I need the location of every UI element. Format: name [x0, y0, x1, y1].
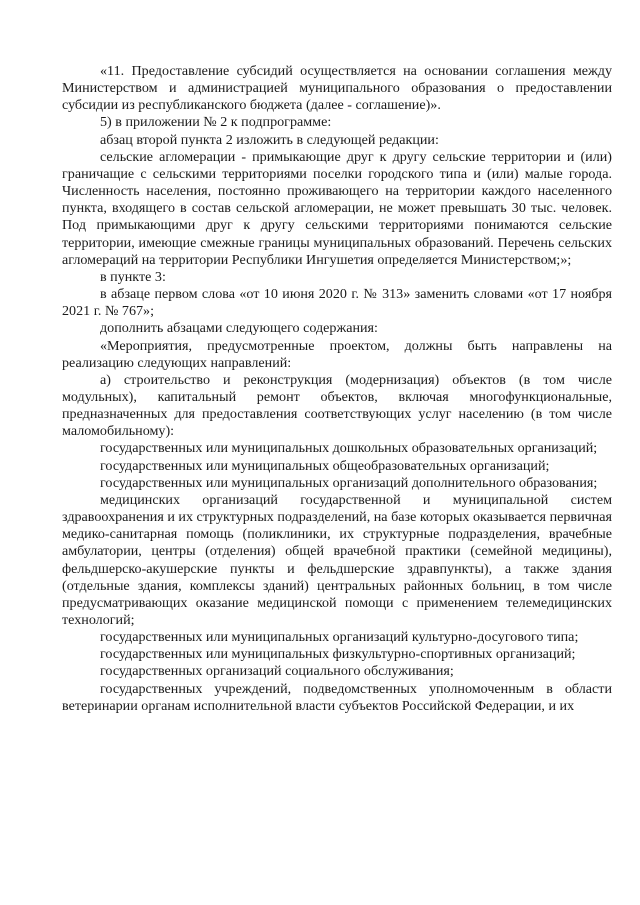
document-body — [62, 63, 612, 715]
paragraph: государственных или муниципальных физкультурно-спортивных организаций; — [100, 646, 576, 663]
paragraph: государственных организаций социального обслуживания; — [100, 663, 454, 680]
paragraph: государственных или муниципальных дошкольных образовательных организаций; — [100, 440, 598, 457]
paragraph: а) строительство и реконструкция (модернизация) объектов (в том числе модульных), капитальный ремонт объектов, включая многофункциональные, предназначенных для предоставления соответствующих услуг населению (в том числе маломобильному): — [62, 371, 612, 440]
paragraph: государственных учреждений, подведомственных уполномоченным в области ветеринарии органам исполнительной власти субъектов Российской Федерации, и их — [62, 680, 612, 714]
paragraph: государственных или муниципальных организаций культурно-досугового типа; — [100, 629, 579, 646]
paragraph: дополнить абзацами следующего содержания: — [100, 320, 378, 337]
paragraph: государственных или муниципальных общеобразовательных организаций; — [100, 457, 550, 474]
paragraph: «Мероприятия, предусмотренные проектом, должны быть направлены на реализацию следующих направлений: — [62, 337, 612, 371]
paragraph: государственных или муниципальных организаций дополнительного образования; — [100, 474, 598, 491]
paragraph: абзац второй пункта 2 изложить в следующей редакции: — [100, 131, 439, 148]
paragraph: в абзаце первом слова «от 10 июня 2020 г. № 313» заменить словами «от 17 ноября 2021 г. № 767»; — [62, 286, 612, 320]
paragraph: «11. Предоставление субсидий осуществляется на основании соглашения между Министерством и администрацией муниципального образования о предоставлении субсидии из республиканского бюджета (далее - соглашение)». — [62, 63, 612, 114]
paragraph: медицинских организаций государственной и муниципальной систем здравоохранения и их структурных подразделений, на базе которых оказывается первичная медико-санитарная помощь (поликлиники, их структурные подразделения, врачебные амбулатории, центры (отделения) общей врачебной практики (семейной медицины), фельдшерско-акушерские пункты и фельдшерские здравпункты), а также здания (отдельные здания, комплексы зданий) центральных районных больниц, в том числе предусматривающих оказание медицинской помощи с применением телемедицинских технологий; — [62, 491, 612, 628]
paragraph: в пункте 3: — [100, 268, 166, 285]
paragraph: сельские агломерации - примыкающие друг к другу сельские территории и (или) граничащие с сельскими территориями поселки городского типа и (или) малые города. Численность населения, постоянно проживающего на территории каждого населенного пункта, входящего в состав сельской агломерации, не может превышать 30 тыс. человек. Под примыкающими друг к другу сельскими территориями понимаются сельские территории, имеющие смежные границы муниципальных образований. Перечень сельских агломераций на территории Республики Ингушетия определяется Министерством;»; — [62, 148, 612, 268]
paragraph: 5) в приложении № 2 к подпрограмме: — [100, 114, 332, 131]
